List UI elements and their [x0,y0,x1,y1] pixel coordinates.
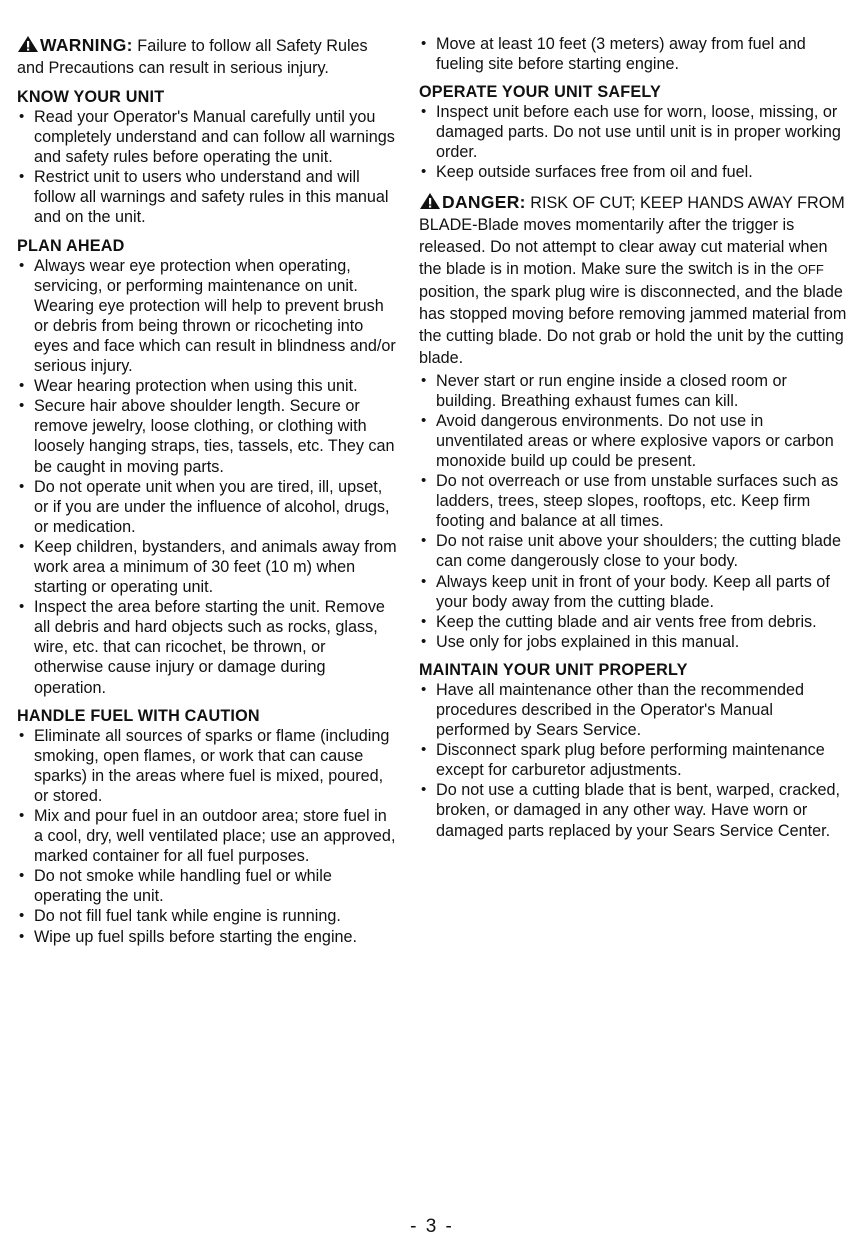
plan-list [17,256,397,698]
list-item: • Use only for jobs explained in this manual. [419,632,851,652]
fuel-list [17,726,397,947]
list-item: • Keep children, bystanders, and animals away from work area a minimum of 30 feet (10 m) when starting or operating unit. [17,537,397,597]
danger-text-after: position, the spark plug wire is disconnected, and the blade has stopped moving before removing jammed material from the cutting blade. Do not grab or hold the unit by the cutting blade. [419,282,847,367]
list-item: • Restrict unit to users who understand and will follow all warnings and safety rules in this manual and on the unit. [17,167,397,227]
list-item: • Keep the cutting blade and air vents free from debris. [419,612,851,632]
danger-text-before: RISK OF CUT; KEEP HANDS AWAY FROM BLADE-Blade moves momentarily after the trigger is released. Do not attempt to clear away cut material when the blade is in motion. Make sure the switch is in the [419,193,845,278]
section-heading-maintain: MAINTAIN YOUR UNIT PROPERLY [419,660,688,679]
warning-notice [17,34,397,79]
list-item: • Move at least 10 feet (3 meters) away from fuel and fueling site before starting engine. [419,34,851,74]
list-item: • Secure hair above shoulder length. Secure or remove jewelry, loose clothing, or clothing with loosely hanging straps, ties, tassels, etc. They can be caught in moving parts. [17,396,397,476]
list-item: • Do not overreach or use from unstable surfaces such as ladders, trees, steep slopes, rooftops, etc. Keep firm footing and balance at all times. [419,471,851,531]
list-item: • Avoid dangerous environments. Do not use in unventilated areas or where explosive vapors or carbon monoxide build up could be present. [419,411,851,471]
page-number: - 3 - [410,1216,454,1237]
list-item: • Inspect the area before starting the unit. Remove all debris and hard objects such as rocks, glass, wire, etc. that can ricochet, be thrown, or otherwise cause injury or damage during operation. [17,597,397,697]
safety-alert-icon [17,35,39,53]
list-item: • Keep outside surfaces free from oil and fuel. [419,162,851,182]
list-item: • Disconnect spark plug before performing maintenance except for carburetor adjustments. [419,740,851,780]
warning-label: WARNING: [40,35,133,55]
warning-text: Failure to follow all Safety Rules and Precautions can result in serious injury. [17,37,368,77]
list-item: • Wear hearing protection when using this unit. [17,376,397,396]
right-column [419,34,851,841]
left-column [17,34,397,947]
list-item: • Have all maintenance other than the recommended procedures described in the Operator's Manual performed by Sears Service. [419,680,851,740]
list-item: • Inspect unit before each use for worn, loose, missing, or damaged parts. Do not use until unit is in proper working order. [419,102,851,162]
list-item: • Always keep unit in front of your body. Keep all parts of your body away from the cutting blade. [419,572,851,612]
list-item: • Do not operate unit when you are tired, ill, upset, or if you are under the influence of alcohol, drugs, or medication. [17,477,397,537]
safety-alert-icon [419,192,441,210]
list-item: • Never start or run engine inside a closed room or building. Breathing exhaust fumes can kill. [419,371,851,411]
section-heading-operate: OPERATE YOUR UNIT SAFELY [419,83,661,102]
know-list [17,107,397,228]
section-heading-plan: PLAN AHEAD [17,236,125,255]
list-item: • Wipe up fuel spills before starting the engine. [17,927,397,947]
list-item: • Do not smoke while handling fuel or while operating the unit. [17,866,397,906]
danger-notice [419,191,851,369]
list-item: • Do not use a cutting blade that is bent, warped, cracked, broken, or damaged in any other way. Have worn or damaged parts replaced by your Sears Service Center. [419,780,851,840]
list-item: • Do not raise unit above your shoulders; the cutting blade can come dangerously close to your body. [419,531,851,571]
section-heading-know: KNOW YOUR UNIT [17,88,165,106]
list-item: • Do not fill fuel tank while engine is running. [17,906,397,926]
fuel-list-continued [419,34,851,74]
list-item: • Read your Operator's Manual carefully until you completely understand and can follow all warnings and safety rules before operating the unit. [17,107,397,167]
list-item: • Mix and pour fuel in an outdoor area; store fuel in a cool, dry, well ventilated place; use an approved, marked container for all fuel purposes. [17,806,397,866]
section-heading-fuel: HANDLE FUEL WITH CAUTION [17,706,260,725]
danger-list [419,371,851,652]
danger-label: DANGER: [442,191,526,212]
list-item: • Eliminate all sources of sparks or flame (including smoking, open flames, or work that can cause sparks) in the areas where fuel is mixed, poured, or stored. [17,726,397,806]
operate-list [419,102,851,182]
maintain-list [419,680,851,841]
list-item: • Always wear eye protection when operating, servicing, or performing maintenance on unit. Wearing eye protection will help to prevent brush or debris from being thrown or ricocheting into eyes and face which can result in blindness and/or serious injury. [17,256,397,377]
danger-off-word: OFF [797,261,824,277]
